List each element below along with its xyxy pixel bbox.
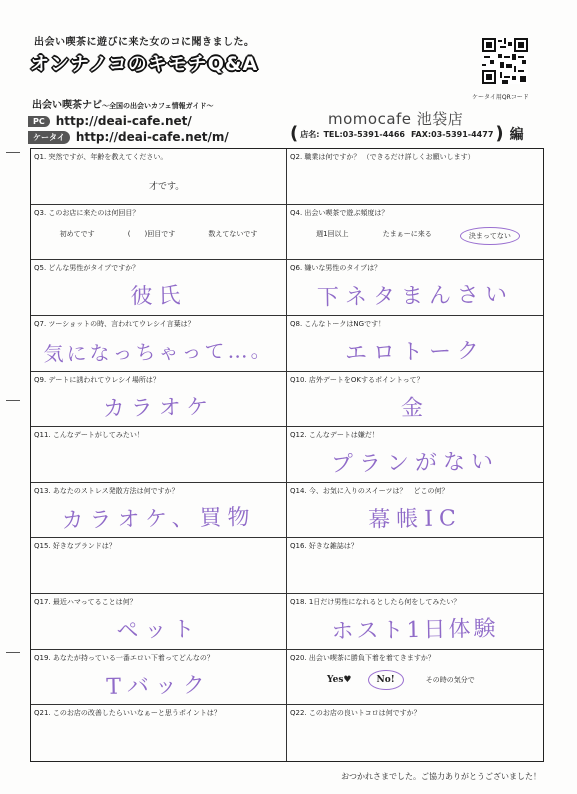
question-q1: Q1. 突然ですが、年齢を教えてください。 [34, 153, 168, 161]
question-q22: Q22. このお店の良いトコロは何ですか？ [290, 709, 421, 718]
qa-grid [30, 148, 544, 762]
question-q12: Q12. こんなデートは嫌だ！ [290, 431, 379, 440]
qa-cell-q2 [287, 149, 543, 205]
option-q3-3[interactable]: 数えてないです [208, 229, 258, 238]
store-label: 店名: [300, 129, 320, 139]
question-q20: Q20. 出会い喫茶に勝負下着を着てきますか？ [290, 653, 435, 662]
question-q19: Q19. あなたが持っている一番エロい下着ってどんなの？ [34, 653, 214, 662]
answer-q21 [31, 717, 286, 761]
store-suffix: 編 [509, 127, 524, 143]
question-q11: Q11. こんなデートがしてみたい！ [34, 431, 144, 440]
question-q13: Q13. あなたのストレス発散方法は何ですか？ [34, 486, 179, 495]
mobile-url-row [28, 130, 229, 144]
qa-cell-q6 [287, 260, 543, 316]
answer-q2 [287, 161, 543, 205]
answer-q22 [287, 717, 543, 761]
option-yes[interactable]: Yes♥ [327, 674, 352, 685]
options-q4 [287, 227, 543, 245]
answer-q15 [31, 550, 286, 594]
answer-q10: 金 [400, 395, 430, 421]
qa-cell-q19 [31, 650, 287, 706]
mobile-url-link[interactable]: http://deai-cafe.net/m/ [75, 130, 229, 144]
qa-cell-q7 [31, 316, 287, 372]
answer-q12: プランがない [330, 449, 500, 478]
option-q4-3-selected[interactable]: 決まってない [460, 227, 520, 245]
qa-cell-q18 [287, 594, 543, 650]
question-q15: Q15. 好きなブランドは？ [34, 542, 116, 551]
qa-cell-q14 [287, 483, 543, 539]
qa-cell-q22 [287, 705, 543, 761]
qa-cell-q1 [31, 149, 287, 205]
qr-code [482, 38, 528, 84]
qa-cell-q15 [31, 538, 287, 594]
question-q21: Q21. このお店の改善したらいいなぁーと思うポイントは？ [34, 709, 221, 718]
question-q5: Q5. どんな男性がタイプですか？ [34, 264, 140, 273]
answer-q6: 下ネタまんさい [316, 282, 514, 311]
qa-cell-q10 [287, 372, 543, 428]
store-info [288, 124, 524, 144]
question-q7: Q7. ツーショットの時、言われてウレシイ言葉は？ [34, 319, 195, 328]
answer-q11 [31, 439, 286, 483]
answer-q7: 気になっちゃって…。 [43, 337, 274, 366]
options-q3 [31, 227, 286, 241]
question-q2: Q2. 職業は何ですか？ （できるだけ詳しくお願いします） [290, 153, 475, 161]
answer-q13: カラオケ、買物 [61, 504, 256, 534]
qa-cell-q20 [287, 650, 543, 706]
option-q3-2[interactable]: ( )回目です [127, 229, 176, 238]
qa-cell-q16 [287, 538, 543, 594]
pc-badge: PC [28, 116, 50, 127]
store-name: momocafe 池袋店 [328, 110, 464, 128]
qr-caption: ケータイ用QRコード [472, 94, 529, 101]
question-q10: Q10. 店外デートをOKするポイントって？ [290, 375, 424, 384]
question-q8: Q8. こんなトークはNGです！ [290, 319, 386, 328]
answer-q17: ペット [116, 617, 201, 644]
qa-cell-q12 [287, 427, 543, 483]
qa-cell-q3 [31, 205, 287, 261]
yes-no-q20 [287, 670, 543, 690]
right-paren: ) [495, 123, 504, 144]
question-q14: Q14. 今、お気に入りのスイーツは？ どこの何？ [290, 486, 449, 495]
store-fax: FAX:03-5391-4477 [410, 129, 494, 139]
answer-q16 [287, 550, 543, 594]
footer-thanks: おつかれさまでした。ご協力ありがとうございました！ [341, 772, 541, 781]
answer-q9: カラオケ [102, 394, 215, 422]
survey-subtitle: 出会い喫茶に遊びに来た女のコに聞きました。 [34, 37, 255, 48]
left-paren: ( [290, 123, 299, 144]
option-q3-1[interactable]: 初めてです [59, 229, 95, 238]
question-q6: Q6. 嫌いな男性のタイプは？ [290, 264, 382, 273]
qa-cell-q21 [31, 705, 287, 761]
option-no-selected[interactable]: No! [368, 670, 404, 690]
site-name-text: 出会い喫茶ナビ [32, 100, 102, 111]
qa-cell-q11 [31, 427, 287, 483]
survey-title: オンナノコのキモチQ&A [30, 53, 259, 75]
pc-url-link[interactable]: http://deai-cafe.net/ [55, 114, 192, 128]
margin-mark [6, 152, 20, 153]
margin-mark [6, 400, 20, 401]
margin-mark [6, 652, 20, 653]
question-q18: Q18. 1日だけ男性になれるとしたら何をしてみたい？ [290, 598, 461, 607]
store-tel: TEL:03-5391-4466 [323, 129, 405, 139]
pc-url-row [28, 114, 192, 128]
mobile-badge: ケータイ [28, 131, 70, 144]
qa-cell-q9 [31, 372, 287, 428]
question-q4: Q4. 出会い喫茶で遊ぶ頻度は？ [290, 208, 389, 217]
answer-q5: 彼氏 [130, 283, 187, 310]
site-name [32, 96, 213, 111]
question-q9: Q9. デートに誘われてウレシイ場所は？ [34, 375, 160, 384]
question-q3: Q3. このお店に来たのは何回目？ [34, 208, 140, 217]
option-q4-1[interactable]: 週1回以上 [316, 229, 349, 238]
answer-q19: Tバック [105, 672, 212, 700]
qa-cell-q8 [287, 316, 543, 372]
qa-cell-q5 [31, 260, 287, 316]
site-tagline: 〜全国の出会いカフェ情報ガイド〜 [102, 102, 214, 110]
option-q4-2[interactable]: たまぁーに来る [382, 229, 432, 238]
question-q16: Q16. 好きな雑誌は？ [290, 542, 358, 551]
qa-cell-q17 [31, 594, 287, 650]
qa-cell-q4 [287, 205, 543, 261]
age-suffix: 才です。 [149, 182, 185, 192]
option-mood[interactable]: その時の気分で [425, 675, 475, 684]
answer-q8: エロトーク [344, 338, 486, 366]
qa-cell-q13 [31, 483, 287, 539]
question-q17: Q17. 最近ハマってることは何？ [34, 598, 137, 607]
answer-q18: ホスト1日体験 [331, 616, 499, 645]
answer-q14: 幕帳IC [368, 505, 463, 533]
